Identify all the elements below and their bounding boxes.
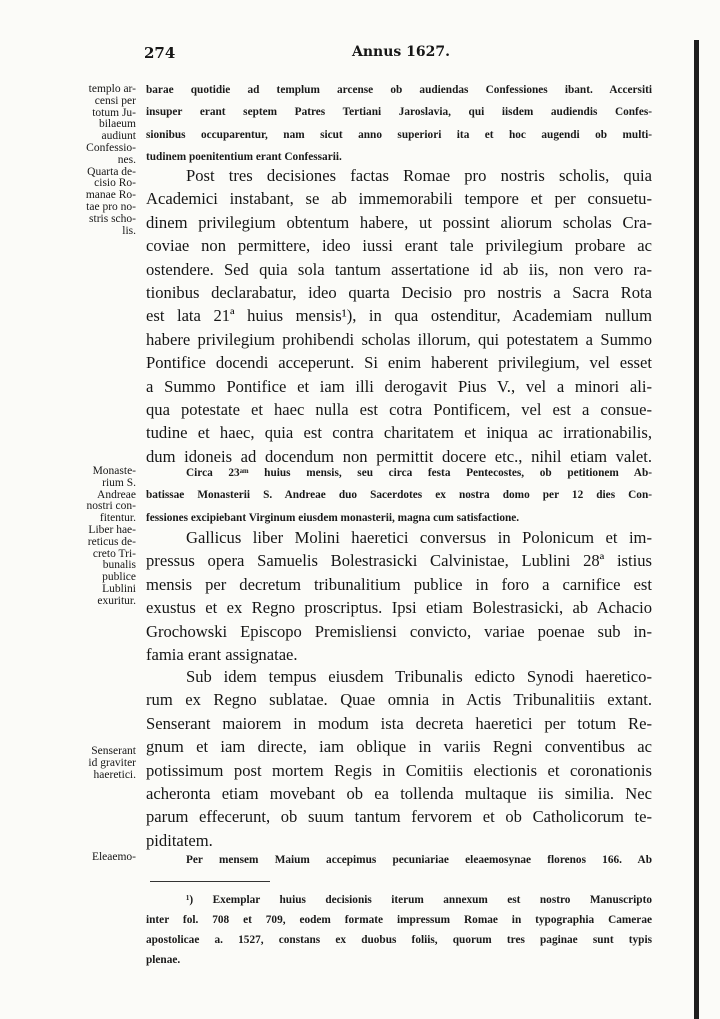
text-line: tudine et haec, quia est contra charitatem et iniqua ac irrationabilis,	[146, 423, 652, 443]
sidenote-line: Liber hae-	[88, 523, 136, 536]
sidenote-line: stris scho-	[89, 212, 136, 225]
sidenote-line: censi per	[94, 94, 136, 107]
sidenote-line: Confessio-	[86, 141, 136, 154]
text-line: tudinem poenitentium erant Confessarii.	[146, 151, 342, 164]
footnote	[146, 890, 652, 970]
sidenote-line: manae Ro-	[85, 189, 136, 202]
page-header	[0, 44, 720, 66]
text-line: acheronta etiam movebant ob ea tollenda multaque iis similia. Nec	[146, 784, 652, 804]
text-line: ostendere. Sed quia sola tantum assertatione id ab iis, non vero ra-	[146, 259, 652, 279]
sidenote-line: nostri con-	[86, 500, 136, 513]
text-line: dinem privilegium obtentum habere, ut possint aliorum scholas Cra-	[146, 212, 652, 232]
text-line: Post tres decisiones factas Romae pro nostris scholis, quia	[186, 166, 652, 185]
sidenote-line: fitentur.	[99, 512, 136, 525]
sidenote-line: Lublini	[102, 582, 136, 595]
text-line: potissimum post mortem Regis in Comitiis electionis et coronationis	[146, 760, 652, 780]
text-line: sionibus occuparentur, nam sicut anno superiori ita et hoc augendi ob multi-	[146, 128, 652, 141]
sidenote-line: Quarta de-	[87, 165, 136, 178]
text-line: est lata 21ª huius mensis¹), in qua ostenditur, Academiam nullum	[146, 306, 652, 326]
text-line: rum ex Regno sublatae. Quae omnia in Actis Tribunalitiis extant.	[146, 690, 652, 710]
text-line: Academici instabant, se ab immemorabili tempore et per consuetu-	[146, 189, 652, 209]
sidenote-line: Eleaemo-	[91, 851, 136, 863]
page-number: 274	[144, 44, 176, 62]
paragraph-1	[146, 79, 652, 169]
text-line: famia erant assignatae.	[146, 645, 298, 665]
text-line: Circa 23ᵃᵐ huius mensis, seu circa festa Pentecostes, ob petitionem Ab-	[186, 467, 652, 479]
sidenote-line: bunalis	[102, 559, 136, 572]
text-line: coviae non permittere, ideo iussi erant tale privilegium probare ac	[146, 236, 652, 256]
text-line: barae quotidie ad templum arcense ob audiendas Confessiones ibant. Accersiti	[146, 84, 652, 96]
text-line: exustus et ex Regno proscriptus. Ipsi etiam Bolestrasicki, ab Achacio	[146, 598, 652, 618]
text-line: parum effecerunt, ob suum tantum fervorem et ob Catholicorum te-	[146, 807, 652, 827]
footnote-line: plenae.	[146, 954, 181, 966]
sidenote-line: reticus de-	[87, 535, 136, 548]
paragraph-4	[146, 526, 652, 666]
page-edge-shadow	[694, 40, 699, 1019]
footnote-rule	[150, 881, 270, 882]
sidenote-line: exuritur.	[97, 594, 136, 607]
sidenote-line: audiunt	[101, 130, 136, 143]
sidenote-1	[72, 84, 136, 237]
sidenote-line: tae pro no-	[86, 200, 136, 213]
text-line: batissae Monasterii S. Andreae duo Sacerdotes ex nostra domo per 12 dies Con-	[146, 489, 652, 502]
sidenote-line: totum Ju-	[92, 106, 136, 119]
paragraph-2	[146, 164, 652, 468]
footnote-line: ¹) Exemplar huius decisionis iterum annexum est nostro Manuscripto	[186, 894, 652, 906]
text-line: Gallicus liber Molini haeretici conversus in Polonicum et im-	[186, 528, 652, 547]
text-line: fessiones excipiebant Virginum eiusdem monasterii, magna cum satisfactione.	[146, 511, 520, 524]
paragraph-5	[146, 665, 652, 852]
text-line: tionibus declarabatur, ideo quarta Decisio pro nostris a Sacra Rota	[146, 283, 652, 303]
sidenote-line: publice	[102, 571, 136, 584]
sidenote-line: Monaste-	[92, 465, 136, 477]
running-head: Annus 1627.	[352, 44, 450, 60]
text-line: dum idoneis ad docendum non permittit docere etc., nihil etiam valet.	[146, 446, 652, 466]
sidenote-line: lis.	[122, 224, 136, 237]
text-line: Senserant maiorem in modum ista decreta haeretici per totum Re-	[146, 713, 652, 733]
text-line: mensis per decretum tribunalitium publice in foro a carnifice est	[146, 574, 652, 594]
text-line: qua potestate et haec nulla est cotra Pontificem, vel est a consue-	[146, 400, 652, 420]
sidenote-line: nes.	[117, 153, 136, 166]
text-line: Per mensem Maium accepimus pecuniariae eleaemosynae florenos 166. Ab	[186, 854, 652, 866]
sidenote-3	[72, 746, 136, 781]
text-line: habere privilegium prohibendi scholas illorum, qui potestatem a Summo	[146, 329, 652, 349]
text-line: insuper erant septem Patres Tertiani Jaroslavia, qui iisdem audiendis Confes-	[146, 106, 652, 119]
sidenote-line: Andreae	[97, 488, 136, 501]
text-line: Grochowski Episcopo Premisliensi convicto, variae poenae sub in-	[146, 621, 652, 641]
text-line: Pontifice docendi acceperunt. Si enim haberent privilegium, vel esset	[146, 353, 652, 373]
text-line: a Summo Pontifice et iam illi derogavit Pius V., vel a minori ali-	[146, 376, 652, 396]
text-line: gnum et iam directe, iam oblique in variis Regni conventibus ac	[146, 737, 652, 757]
sidenote-line: rium S.	[102, 476, 136, 489]
paragraph-6	[146, 849, 652, 871]
sidenote-2	[72, 466, 136, 608]
footnote-line: apostolicae a. 1527, constans ex duobus foliis, quorum tres paginae sunt typis	[146, 934, 652, 946]
sidenote-line: haeretici.	[93, 768, 136, 781]
sidenote-4	[72, 852, 136, 864]
text-line: piditatem.	[146, 830, 213, 850]
text-line: pressus opera Samuelis Bolestrasicki Calvinistae, Lublini 28ª istius	[146, 551, 652, 571]
sidenote-line: Senserant	[91, 745, 136, 757]
sidenote-line: id graviter	[88, 756, 136, 769]
sidenote-line: bilaeum	[98, 118, 136, 131]
text-line: Sub idem tempus eiusdem Tribunalis edicto Synodi haeretico-	[186, 667, 652, 686]
paragraph-3	[146, 462, 652, 529]
footnote-line: inter fol. 708 et 709, eodem formate impressum Romae in typographia Camerae	[146, 914, 652, 926]
sidenote-line: creto Tri-	[92, 547, 136, 560]
sidenote-line: templo ar-	[88, 83, 136, 95]
sidenote-line: cisio Ro-	[94, 177, 136, 190]
